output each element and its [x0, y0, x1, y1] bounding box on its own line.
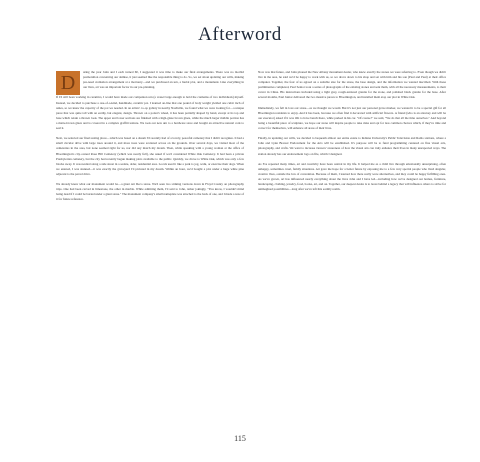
paragraph: Immediately, we fell in love our stone—as we thought we would. But it's not just our personal grave marker, we wanted it to be a special gift for all Bloomington residents to enjoy. And it has been, because we often find it decorated with artificial flowers. A friend (who is an attorney and will be our executor) asked if it was OK to have bench there, while parked in his car. "Of course!" we said, "We do that all the time ourselves." And beyond being a beautiful piece of sculpture, we hope our stone will inspire people to take risks and opt for less common choices which, if they've time and correct for themselves, will enhance all areas of their lives.: [258, 105, 446, 131]
paragraph: Finally, in updating our wills, we decided to bequeath almost our entire estate to Indiana University's Public Television and Radio stations, where a John and Lynn Brewer Endowment for the Arts will be established. It's purpose will be to fund programming centered on fine visual arts, photography, and crafts. We want to increase viewers' awareness of how the visual arts can truly enhance their lives in many unexpected ways. The station already has our endorsement logo on file, which I designed.: [258, 136, 446, 156]
right-column: [258, 70, 446, 197]
paragraph: We already knew what our monument would be—a giant Art Deco stone. We'd seen two striking versions down in Floyd County on photography trips. One had been carved in limestone, the other in marble. While admiring them, I'd said to John, rather jokingly, "You know, I wouldn't mind being dead if I could be buried under a giant stone." The monument company's small nameplate was attached to the back of one, and I made a note of it for future reference.: [56, 182, 244, 202]
paragraph: As I've repeated many times, art and creativity have been central in my life. It helped me as a child live through emotionally unsurprising, often unhappy, sometimes cruel, family situations. Art gave me hope for a better future by exposing me to a few very special people who lived singular, creative lives, outside the box of convention. Because of them, I learned how there really were alternatives, and they could be happy fulfilling ones. As we've grown, art has influenced nearly everything about the lives John and I have led—including how we've designed our homes, furniture, landscaping, clothing, jewelry, food, books, art, and on. Together, our deepest desire is to leave behind a legacy that will influence others to strive for unimagined possibilities—long after we've left this earthly realm.: [258, 161, 446, 192]
paragraph-text: uring the year John and I each turned 60, I suggested it was time to make our final arrangements. There was no morbid premonition concerning our demise, it just seemed like the responsible thing to do. So, we set about updating our wills, making pre-need cremation arrangement at a mortuary—and we purchased an urn, a burial plot, and a monument. Like everything in our lives, art was an important factor in our pre-planning.: [83, 70, 244, 90]
paragraph: Next, we selected our final resting place—which was based on a dream I'd recently had of a lovely, peaceful cemetery that I didn't recognize. It had a small circular drive with large trees around it, and more trees were scattered across on the grounds. Over several days, we visited most of the cemeteries in the area, but none seemed right for us, nor did any match my dream. Then, while speaking with a young woman at the office of Bloomington's city-owned Rose Hill Cemetery (which was nearly full), she asked if we'd considered White Oak Cemetery. It had been a private Presbyterian cemetery, but the city had recently begun making plots available to the public. Quickly, we drove to White Oak, which was only a few blocks away. It was nestled along a side street in a sedate, older, residential area. Locals used it like a park to jog, walk, or exercise their dogs. When we entered, I was stunned—it was exactly the graveyard I'd pictured in my dream. Within an hour, we'd bought a plot under a huge white pine adjacent to the paved drive.: [56, 136, 244, 176]
left-column: [56, 70, 244, 208]
paragraph: [56, 70, 244, 94]
page-number: 115: [234, 434, 246, 443]
page-title: Afterword: [198, 24, 282, 45]
dropcap: [56, 71, 80, 95]
paragraph: If I'd still been working in ceramics, I would have made our companion urn (a vessel large enough to hold the cremains of two individuals) myself. Instead, we decided to purchase a one-of-a-kind, handmade, ceramic pot. I learned on-line that one pound of body weight yielded one cubic inch of ashes, so we knew the capacity of the pot we needed. In an artists' co-op gallery in nearby Nashville, we found what we were looking for—a unique piece that was quite tall with an earthy, but elegant, design. Thrown on a potter's wheel, it has been partially shaped by hand, except at its top and base which retain a thrown look. The upper and lower sections are finished with a high-glaze brown glaze, while the much larger middle portion has a matte-brown glaze and is covered in a complex graffiti texture. We took our new urn to a hardware store and bought an attractive natural cork to seal it.: [56, 95, 244, 131]
dropcap-letter: D: [60, 72, 76, 94]
paragraph: Now was that future, and John phoned the New Albany monument dealer, who knew exactly the stones we were referring to. Even though we didn't live in the area, he said we'd be happy to work with us, so we drove down to his shop and sat with him and his son (Paul and Paul) at their office computer. Together, the four of us agreed on a suitable size for the stone, the base design, and the information we wanted inscribed. With these preliminaries completed, Paul Senior took a series of photographs of the existing stones and sent them, with all the necessary measurements, to their carver in China. His instructions included using a light grey, rough-textured granite for the stone, and polished black granite for the base. After several months, Paul Junior delivered the two massive pieces to Bloomington, and installed them atop our plot in White Oak.: [258, 70, 446, 100]
